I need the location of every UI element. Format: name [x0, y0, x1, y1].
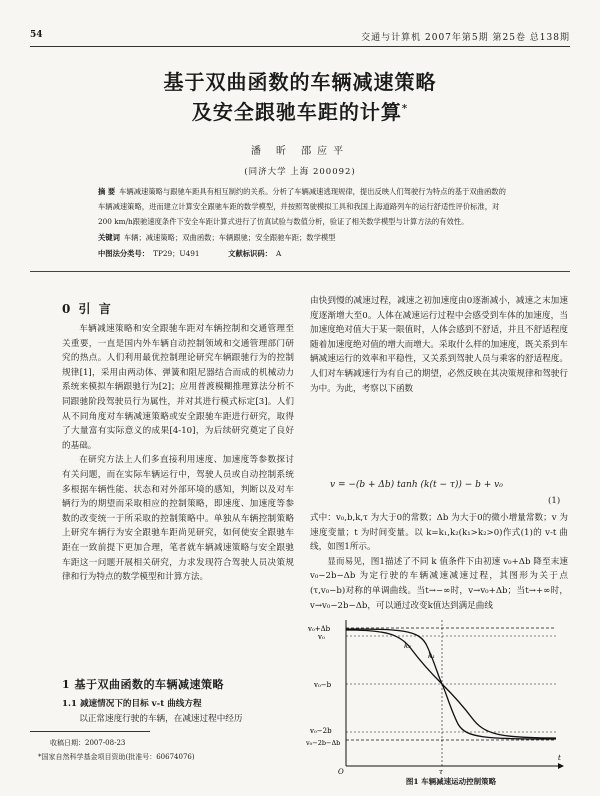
- header-rule: [30, 46, 570, 47]
- doc-code-value: A: [275, 249, 282, 258]
- label-origin: O: [338, 768, 344, 774]
- title-line-1: 基于双曲函数的车辆减速策略: [163, 70, 437, 94]
- page-number: 54: [30, 30, 43, 40]
- right-paragraph-2: 式中：v₀,b,k,τ 为大于0的常数；Δb 为大于0的微小增量常数；v 为速度变量；t 为时间变量。以 k=k₁,k₂(k₁>k₂>0)作式(1)的 v-t 曲线，如图1所示。: [310, 513, 568, 553]
- section-0-heading: 0 引 言: [62, 302, 113, 316]
- time-axis-arrow: [558, 763, 564, 769]
- equation-1-number: (1): [548, 496, 561, 506]
- label-v0-top: v₀+Δb: [308, 625, 331, 633]
- right-column-bottom: [310, 511, 568, 613]
- right-paragraph-1: 由快到慢的减速过程，减速之初加速度由0逐渐减小，减速之末加速度逐渐增大至0。人体在减速运行过程中会感受到车体的加速度，当加速度绝对值大于某一限值时，人体会感到不舒适，并且不舒适程度随着加速度绝对值的增大而增大。采取什么样的加速度，既关系到车辆减速运行的效率和平稳性，又关系到驾驶人员与乘客的舒适程度。人们对车辆减速行为有自己的期望，必然反映在其决策规律和驾驶行为中。为此，考察以下函数: [310, 296, 568, 394]
- classification: [98, 246, 510, 261]
- subsection-1-1-heading: 1.1 减速情况下的目标 v-t 曲线方程: [62, 699, 202, 709]
- left-column-body: [62, 322, 294, 585]
- left-paragraph-2: 在研究方法上人们多直接利用速度、加速度等参数探讨有关问题，而在实际车辆运行中，驾驶人员或自动控制系统多根据车辆性能、状态和对外部环境的感知，判断以及对车辆行为的期望而采取相应的控制策略，即速度、加速度等参数的改变统一于所采取的控制策略中。单独从车辆控制策略上研究车辆行为安全跟驰车距尚见研究，如何使安全跟驰车距在一致前提下更加合理，笔者就车辆减速策略与安全跟驰车距这一问题开展相关研究，力求发现符合驾驶人员决策规律和行为特点的数学模型和计算方法。: [62, 455, 294, 583]
- keywords: [98, 230, 510, 245]
- label-k1: k₁: [428, 652, 436, 660]
- doc-code-label: 文献标识码：: [228, 249, 272, 258]
- figure-1: [306, 614, 568, 774]
- footnote-rule: [30, 731, 150, 732]
- equation-1: v = −(b + Δb) tanh (k(t − τ)) − b + v₀: [330, 480, 503, 490]
- received-date: 收稿日期：2007-08-23: [50, 739, 126, 747]
- label-v0-2b: v₀−2b: [310, 727, 332, 735]
- label-v0-b: v₀−b: [314, 681, 332, 689]
- title-line-2: [0, 96, 600, 125]
- authors: 潘 昕 邵应平: [250, 146, 350, 157]
- fund-note: *国家自然科学基金项目资助(批准号：60674076): [38, 753, 195, 761]
- abstract-rule: [30, 271, 570, 272]
- figure-1-caption: 图1 车辆减速运动控制策略: [405, 777, 497, 786]
- abstract: [98, 184, 510, 229]
- right-column-top: [310, 294, 568, 396]
- left-paragraph-3: 以正常速度行驶的车辆，在减速过程中经历: [79, 714, 243, 724]
- keywords-label: 关键词: [98, 233, 120, 242]
- running-header: [30, 28, 570, 44]
- label-tau: τ: [439, 768, 443, 774]
- section-1-heading: 1 基于双曲函数的车辆减速策略: [62, 678, 224, 691]
- label-k2: k₂: [404, 642, 412, 650]
- clc-value: TP29；U491: [153, 249, 200, 258]
- affiliation: (同济大学 上海 200092): [244, 167, 356, 177]
- abstract-text: 车辆减速策略与跟驰车距具有相互制约的关系。分析了车辆减速逃现规律，提出反映人们驾驶行为特点的基于双曲函数的车辆减速策略，进而建立计算安全跟驰车距的数学模型，并按照驾驶模拟工具和我国上海道路列车的运行舒适性评价标准，对200 km/h跟驰速度条件下安全车距计算式进行了仿真试验与数值分析，验证了相关数学模型与计算方法的有效性。: [98, 187, 506, 226]
- label-v0-2b-db: v₀−2b−Δb: [306, 739, 341, 747]
- title-line-2-text: 及安全跟驰车距的计算: [191, 100, 402, 124]
- journal-info: 交通与计算机 2007年第5期 第25卷 总138期: [361, 33, 570, 43]
- label-v0: v₀: [318, 633, 325, 641]
- right-paragraph-3: 显而易见，图1描述了不同 k 值条件下由初速 v₀+Δb 降至末速 v₀−2b−Δb 为定行驶的车辆减速减速过程，其图形为关于点(τ,v₀−b)对称的单调曲线。当t→−∞时，v→v₀+Δb；当t→+∞时，v→v₀−2b−Δb，可以通过改变k值达到满足曲线: [310, 556, 568, 611]
- clc-label: 中图法分类号：: [98, 249, 150, 258]
- keywords-text: 车辆；减速策略；双曲函数；车辆跟驰；安全跟驰车距；数学模型: [123, 233, 336, 242]
- left-paragraph-3-wrap: [62, 712, 294, 727]
- left-paragraph-1: 车辆减速策略和安全跟驰车距对车辆控制和交通管理至关重要，一直是国内外车辆自动控制领域和交通管理部门研究的热点。人们利用最优控制理论研究车辆跟驰行为的控制规律[1]，采用由两动体、弹簧和阻尼器结合而成的机械动力系统来模拟车辆跟驰行为[2]；应用普渡模糊推理算法分析不同跟驰阶段驾驶员行为属性，并对其进行模式标定[3]。人们从不同角度对车辆减速策略或安全跟驰车距进行研究，取得了大量富有实际意义的成果[4-10]，为后续研究奠定了良好的基础。: [62, 324, 294, 451]
- label-t: t: [558, 754, 561, 762]
- title-footnote-mark: *: [401, 103, 409, 115]
- abstract-label: 摘 要: [98, 187, 116, 196]
